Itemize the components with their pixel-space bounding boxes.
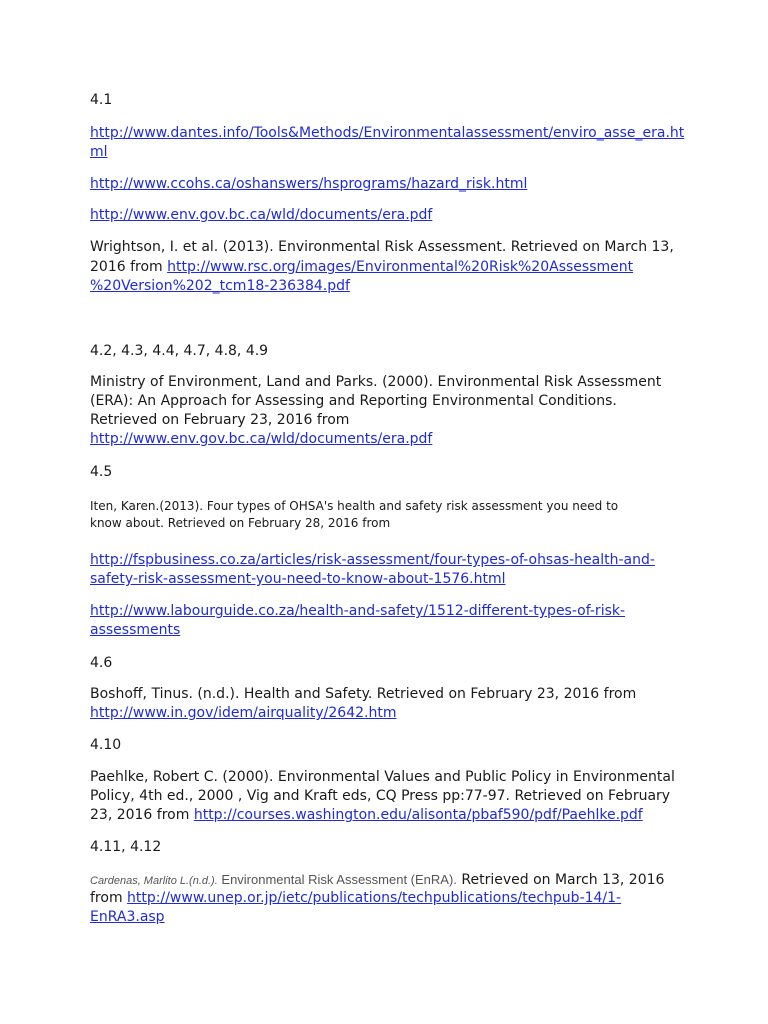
reference-cardenas-from: from: [90, 890, 128, 906]
reference-cardenas-line1: [90, 870, 690, 891]
reference-ministry-link-line[interactable]: [90, 430, 690, 449]
reference-boshoff-link-line[interactable]: [90, 704, 690, 723]
link-washington[interactable]: http://courses.washington.edu/alisonta/pbaf590/pdf/Paehlke.pdf: [193, 807, 643, 823]
section-heading-4-10: 4.10: [90, 737, 122, 753]
reference-wrightson-line3[interactable]: [90, 277, 690, 296]
reference-iten-line1: Iten, Karen.(2013). Four types of OHSA's health and safety risk assessment you need to: [90, 499, 619, 513]
section-heading-4-2: 4.2, 4.3, 4.4, 4.7, 4.8, 4.9: [90, 343, 269, 359]
link-fspbusiness[interactable]: http://fspbusiness.co.za/articles/risk-assessment/four-types-of-ohsas-health-and-: [90, 552, 655, 568]
link-dantes-line2[interactable]: [90, 143, 690, 162]
reference-iten-line2: know about. Retrieved on February 28, 2016 from: [90, 516, 391, 530]
link-fspbusiness-line2[interactable]: [90, 570, 690, 589]
reference-ministry-line3: Retrieved on February 23, 2016 from: [90, 412, 350, 428]
link-dantes[interactable]: http://www.dantes.info/Tools&Methods/Environmentalassessment/enviro_asse_era.ht: [90, 125, 685, 141]
reference-cardenas-title: Environmental Risk Assessment (EnRA).: [217, 872, 457, 887]
link-unep-cont[interactable]: EnRA3.asp: [90, 909, 165, 925]
reference-wrightson-line2: [90, 258, 690, 277]
reference-ministry-line1: Ministry of Environment, Land and Parks. (2000). Environmental Risk Assessment: [90, 374, 662, 390]
section-heading-4-5: 4.5: [90, 464, 113, 480]
reference-paehlke-line3: [90, 806, 690, 825]
link-rsc-cont[interactable]: %20Version%202_tcm18-236384.pdf: [90, 278, 350, 294]
reference-cardenas-author: Cardenas, Marlito L.(n.d.).: [90, 875, 218, 887]
reference-cardenas-retrieved: Retrieved on March 13, 2016: [456, 872, 665, 888]
link-fspbusiness-cont[interactable]: safety-risk-assessment-you-need-to-know-about-1576.html: [90, 571, 506, 587]
reference-paehlke-line2: Policy, 4th ed., 2000 , Vig and Kraft eds, CQ Press pp:77-97. Retrieved on February: [90, 788, 671, 804]
link-fspbusiness-line1[interactable]: [90, 551, 690, 570]
reference-paehlke-line1: Paehlke, Robert C. (2000). Environmental Values and Public Policy in Environmental: [90, 769, 675, 785]
reference-cardenas-line3[interactable]: [90, 908, 690, 927]
link-labourguide-cont[interactable]: assessments: [90, 622, 181, 638]
reference-boshoff-line1: Boshoff, Tinus. (n.d.). Health and Safety. Retrieved on February 23, 2016 from: [90, 686, 637, 702]
link-labourguide-line2[interactable]: [90, 621, 690, 640]
link-dantes-line1[interactable]: [90, 124, 690, 143]
reference-paehlke-from: 23, 2016 from: [90, 807, 194, 823]
link-labourguide[interactable]: http://www.labourguide.co.za/health-and-safety/1512-different-types-of-risk-: [90, 603, 626, 619]
link-env-bc-era[interactable]: http://www.env.gov.bc.ca/wld/documents/era.pdf: [90, 431, 433, 447]
link-ccohs-line[interactable]: [90, 175, 690, 194]
reference-wrightson-line1: Wrightson, I. et al. (2013). Environmental Risk Assessment. Retrieved on March 13,: [90, 239, 674, 255]
link-unep[interactable]: http://www.unep.or.jp/ietc/publications/techpublications/techpub-14/1-: [127, 890, 622, 906]
reference-wrightson-from: 2016 from: [90, 259, 168, 275]
link-ccohs[interactable]: http://www.ccohs.ca/oshanswers/hsprograms/hazard_risk.html: [90, 176, 528, 192]
link-labourguide-line1[interactable]: [90, 602, 690, 621]
link-dantes-cont[interactable]: ml: [90, 144, 108, 160]
section-heading-4-6: 4.6: [90, 655, 113, 671]
section-heading-4-11: 4.11, 4.12: [90, 839, 162, 855]
link-in-gov[interactable]: http://www.in.gov/idem/airquality/2642.htm: [90, 705, 397, 721]
link-env-bc-line[interactable]: [90, 206, 690, 225]
link-rsc[interactable]: http://www.rsc.org/images/Environmental%20Risk%20Assessment: [167, 259, 634, 275]
link-env-bc[interactable]: http://www.env.gov.bc.ca/wld/documents/era.pdf: [90, 207, 433, 223]
section-heading-4-1: 4.1: [90, 92, 113, 108]
reference-ministry-line2: (ERA): An Approach for Assessing and Reporting Environmental Conditions.: [90, 393, 617, 409]
reference-cardenas-line2: [90, 889, 690, 908]
